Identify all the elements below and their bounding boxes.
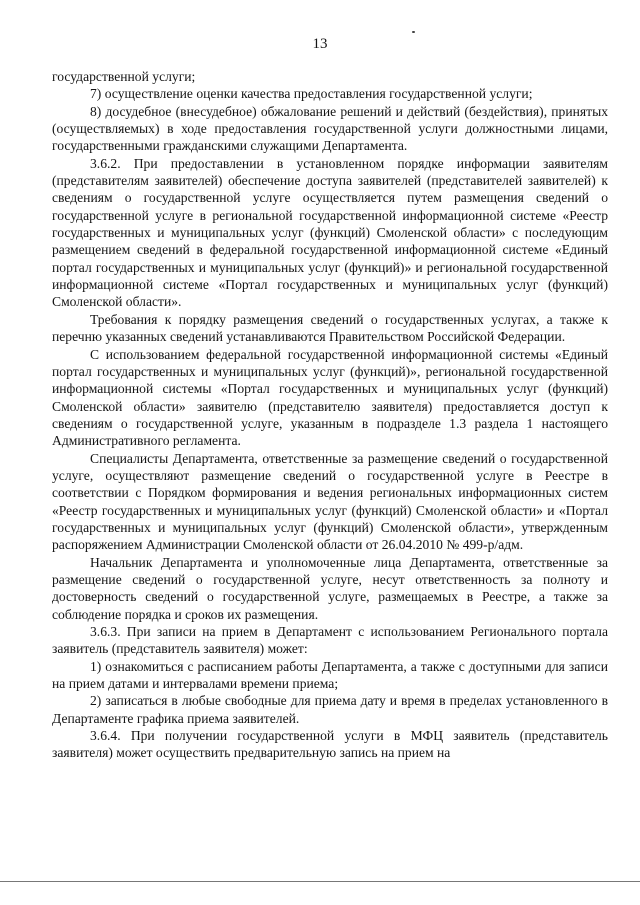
paragraph-specialists: Специалисты Департамента, ответственные за размещение сведений о государственной услуге, осуществляют размещение сведений о государственной услуге в Реестре в соответствии с Порядком формирования и ведения региональных информационных систем «Реестр государственных и муниципальных услуг (функций) Смоленской области» и «Портал государственных и муниципальных услуг (функций) Смоленской области», утвержденным распоряжением Администрации Смоленской области от 26.04.2010 № 499-р/адм. <box>52 450 608 553</box>
paragraph-item-7: 7) осуществление оценки качества предоставления государственной услуги; <box>90 86 533 102</box>
paragraph-item-2: 2) записаться в любые свободные для приема дату и время в пределах установленного в Департаменте графика приема заявителей. <box>52 693 608 726</box>
paragraph-3-6-3: 3.6.3. При записи на прием в Департамент с использованием Регионального портала заявитель (представитель заявителя) может: <box>52 624 608 657</box>
paragraph-3-6-2: 3.6.2. При предоставлении в установленном порядке информации заявителям (представителям заявителей) обеспечение доступа заявителей (представителей заявителей) к сведениям о государственной услуге осуществляется путем размещения сведений о государственной услуге в региональной государственной информационной системе «Реестр государственных и муниципальных услуг (функций) Смоленской области» с последующим размещением сведений в федеральной государственной информационной системе «Единый портал государственных и муниципальных услуг (функций)» и региональной государственной информационной системе «Портал государственных и муниципальных услуг (функций) Смоленской области». <box>52 155 608 310</box>
paragraph-item-1: 1) ознакомиться с расписанием работы Департамента, а также с доступными для записи на прием датами и интервалами времени приема; <box>52 658 608 692</box>
page-number: 13 <box>312 36 328 52</box>
paragraph-responsibility: Начальник Департамента и уполномоченные лица Департамента, ответственные за размещение сведений о государственной услуге, несут ответственность за полноту и достоверность сведений о государственной услуге, размещаемых в Реестре, а также за соблюдение порядка и сроков их размещения. <box>52 554 608 622</box>
scan-bottom-edge <box>0 881 640 882</box>
paragraph-portal-access: С использованием федеральной государственной информационной системы «Единый портал государственных и муниципальных услуг (функций)», региональной государственной информационной системы «Портал государственных и муниципальных услуг (функций) Смоленской области» заявителю (представителю заявителя) предоставляется доступ к сведениям о государственной услуге, указанным в подразделе 1.3 раздела 1 настоящего Административного регламента. <box>52 346 608 449</box>
document-body <box>52 68 608 762</box>
paragraph-requirements: Требования к порядку размещения сведений о государственных услугах, а также к перечню указанных сведений устанавливаются Правительством Российской Федерации. <box>52 311 608 345</box>
scan-speck <box>412 31 415 33</box>
paragraph-3-6-4: 3.6.4. При получении государственной услуги в МФЦ заявитель (представитель заявителя) может осуществить предварительную запись на прием на <box>52 728 608 761</box>
paragraph-continuation: государственной услуги; <box>52 69 196 84</box>
paragraph-item-8: 8) досудебное (внесудебное) обжалование решений и действий (бездействия), принятых (осуществляемых) в ходе предоставления государственной услуги должностными лицами, государственными гражданскими служащими Департамента. <box>52 103 608 154</box>
